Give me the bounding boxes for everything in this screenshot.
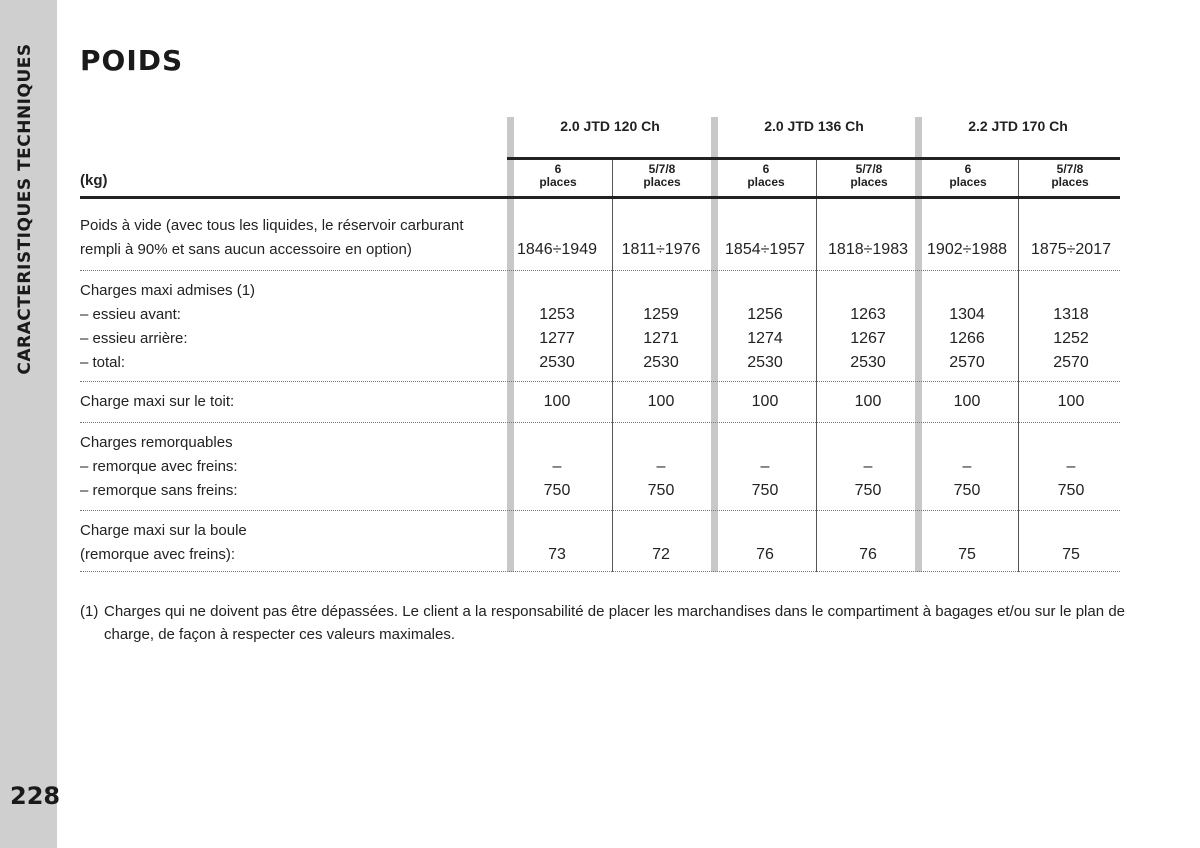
cell-value: 1263 (850, 306, 886, 323)
group-header: 2.2 JTD 170 Ch (968, 118, 1068, 134)
row-label (80, 390, 234, 414)
cell-value: 100 (543, 393, 571, 410)
sidebar (0, 0, 61, 848)
cell-value: 73 (548, 546, 566, 563)
cell-value: – (760, 458, 770, 475)
row-divider (80, 510, 1120, 511)
table-cell (713, 214, 817, 262)
table-cell (915, 214, 1019, 262)
cell-value: 750 (751, 482, 779, 499)
column-header-unit: places (1051, 175, 1089, 189)
column-header-seats: 5/7/8 (1056, 162, 1084, 176)
row-divider (80, 381, 1120, 382)
row-label-line: Charges maxi admises (1) (80, 282, 256, 299)
table-cell (505, 519, 609, 567)
cell-value (1019, 279, 1123, 303)
cell-value (713, 519, 817, 543)
cell-value: 1271 (643, 330, 679, 347)
table-cell (609, 431, 713, 503)
table-cell (915, 519, 1019, 567)
column-header-unit: places (850, 175, 888, 189)
column-header (1018, 163, 1122, 189)
column-header-seats: 5/7/8 (648, 162, 676, 176)
cell-value: 100 (854, 393, 882, 410)
cell-value: 750 (543, 482, 571, 499)
table-cell (713, 390, 817, 414)
cell-value: 1259 (643, 306, 679, 323)
table-cell (505, 279, 609, 375)
column-header (819, 163, 919, 189)
cell-value: – (656, 458, 666, 475)
cell-value (816, 431, 920, 455)
cell-value: – (1066, 458, 1076, 475)
cell-value: 2570 (1053, 354, 1089, 371)
table-cell (915, 431, 1019, 503)
row-label-line: Charges remorquables (80, 434, 233, 451)
table-cell (816, 279, 920, 375)
page-number: 228 (10, 782, 61, 810)
cell-value: 1811÷1976 (621, 241, 701, 258)
cell-value: 750 (647, 482, 675, 499)
column-header (508, 163, 608, 189)
row-divider (80, 571, 1120, 572)
cell-value (505, 214, 609, 238)
cell-value: 1902÷1988 (927, 241, 1007, 258)
column-header-seats: 6 (964, 162, 972, 176)
cell-value: 1318 (1053, 306, 1089, 323)
cell-value: 76 (859, 546, 877, 563)
table-cell (505, 214, 609, 262)
table-cell (713, 431, 817, 503)
cell-value: 1252 (1053, 330, 1089, 347)
table-cell (915, 279, 1019, 375)
cell-value (505, 279, 609, 303)
cell-value (609, 214, 713, 238)
cell-value (915, 214, 1019, 238)
footnote-text: Charges qui ne doivent pas être dépassées. Le client a la responsabilité de placer les marchandises dans le compartiment à bagages et/ou sur le plan de charge, de façon à respecter ces valeurs maximales. (104, 603, 1125, 643)
table-cell (609, 279, 713, 375)
cell-value: 1256 (747, 306, 783, 323)
footnote-marker: (1) (80, 603, 99, 620)
column-header-seats: 5/7/8 (855, 162, 883, 176)
cell-value (609, 279, 713, 303)
cell-value: 1277 (539, 330, 575, 347)
footnote (80, 600, 1125, 646)
row-label-line: – remorque sans freins: (80, 482, 238, 499)
column-header-unit: places (747, 175, 785, 189)
cell-value: 1267 (850, 330, 886, 347)
column-header-seats: 6 (554, 162, 562, 176)
cell-value: – (962, 458, 972, 475)
column-header-unit: places (539, 175, 577, 189)
row-label-line: – essieu avant: (80, 306, 181, 323)
cell-value (713, 279, 817, 303)
cell-value (1019, 214, 1123, 238)
row-label-line: – essieu arrière: (80, 330, 188, 347)
cell-value (915, 431, 1019, 455)
cell-value: 100 (647, 393, 675, 410)
cell-value: 1818÷1983 (828, 241, 908, 258)
column-header-unit: places (949, 175, 987, 189)
row-label (80, 519, 247, 567)
table-cell (609, 390, 713, 414)
group-header: 2.0 JTD 136 Ch (764, 118, 864, 134)
table-cell (609, 214, 713, 262)
table-cell (713, 519, 817, 567)
cell-value: 76 (756, 546, 774, 563)
table-cell (1019, 214, 1123, 262)
cell-value: 1846÷1949 (517, 241, 597, 258)
cell-value: 100 (751, 393, 779, 410)
row-label-line: – total: (80, 354, 126, 371)
row-divider (80, 422, 1120, 423)
unit-label: (kg) (80, 172, 108, 189)
row-label (80, 279, 255, 375)
cell-value: 750 (953, 482, 981, 499)
row-label-line: Poids à vide (avec tous les liquides, le réservoir carburant (80, 217, 464, 234)
table-cell (816, 431, 920, 503)
cell-value: 1274 (747, 330, 783, 347)
column-header-unit: places (643, 175, 681, 189)
cell-value: 2530 (850, 354, 886, 371)
cell-value: 2530 (643, 354, 679, 371)
cell-value: 1875÷2017 (1031, 241, 1111, 258)
table-cell (1019, 279, 1123, 375)
group-header-rule (507, 157, 1120, 160)
cell-value: 1253 (539, 306, 575, 323)
cell-value: 750 (854, 482, 882, 499)
cell-value (1019, 519, 1123, 543)
row-label-line: Charge maxi sur la boule (80, 522, 247, 539)
cell-value: 1854÷1957 (725, 241, 805, 258)
cell-value: 2530 (539, 354, 575, 371)
column-header (918, 163, 1018, 189)
cell-value (816, 279, 920, 303)
cell-value (915, 519, 1019, 543)
cell-value (816, 519, 920, 543)
row-divider (80, 270, 1120, 271)
table-cell (816, 519, 920, 567)
cell-value (505, 519, 609, 543)
cell-value (713, 214, 817, 238)
table-cell (816, 214, 920, 262)
column-header (612, 163, 712, 189)
cell-value (713, 431, 817, 455)
row-label (80, 214, 464, 262)
cell-value (609, 519, 713, 543)
table-cell (505, 390, 609, 414)
cell-value: 750 (1057, 482, 1085, 499)
cell-value: 100 (1057, 393, 1085, 410)
cell-value: 75 (1062, 546, 1080, 563)
cell-value: 75 (958, 546, 976, 563)
cell-value: 72 (652, 546, 670, 563)
cell-value (505, 431, 609, 455)
table-cell (505, 431, 609, 503)
row-label-line: (remorque avec freins): (80, 546, 236, 563)
cell-value: 1266 (949, 330, 985, 347)
section-title: CARACTERISTIQUES TECHNIQUES (15, 43, 35, 375)
row-label-line: – remorque avec freins: (80, 458, 238, 475)
table-cell (816, 390, 920, 414)
cell-value: – (863, 458, 873, 475)
table-cell (1019, 431, 1123, 503)
header-bottom-rule (80, 196, 1120, 199)
row-label (80, 431, 238, 503)
cell-value: 1304 (949, 306, 985, 323)
group-header: 2.0 JTD 120 Ch (560, 118, 660, 134)
cell-value (915, 279, 1019, 303)
table-cell (1019, 390, 1123, 414)
table-cell (609, 519, 713, 567)
table-cell (915, 390, 1019, 414)
cell-value (609, 431, 713, 455)
table-cell (713, 279, 817, 375)
cell-value: 2530 (747, 354, 783, 371)
cell-value: – (552, 458, 562, 475)
cell-value: 100 (953, 393, 981, 410)
row-label-line: rempli à 90% et sans aucun accessoire en option) (80, 241, 412, 258)
column-header-seats: 6 (762, 162, 770, 176)
row-label-line: Charge maxi sur le toit: (80, 393, 235, 410)
cell-value: 2570 (949, 354, 985, 371)
page-title: POIDS (80, 44, 184, 77)
table-cell (1019, 519, 1123, 567)
cell-value (816, 214, 920, 238)
cell-value (1019, 431, 1123, 455)
column-header (716, 163, 816, 189)
